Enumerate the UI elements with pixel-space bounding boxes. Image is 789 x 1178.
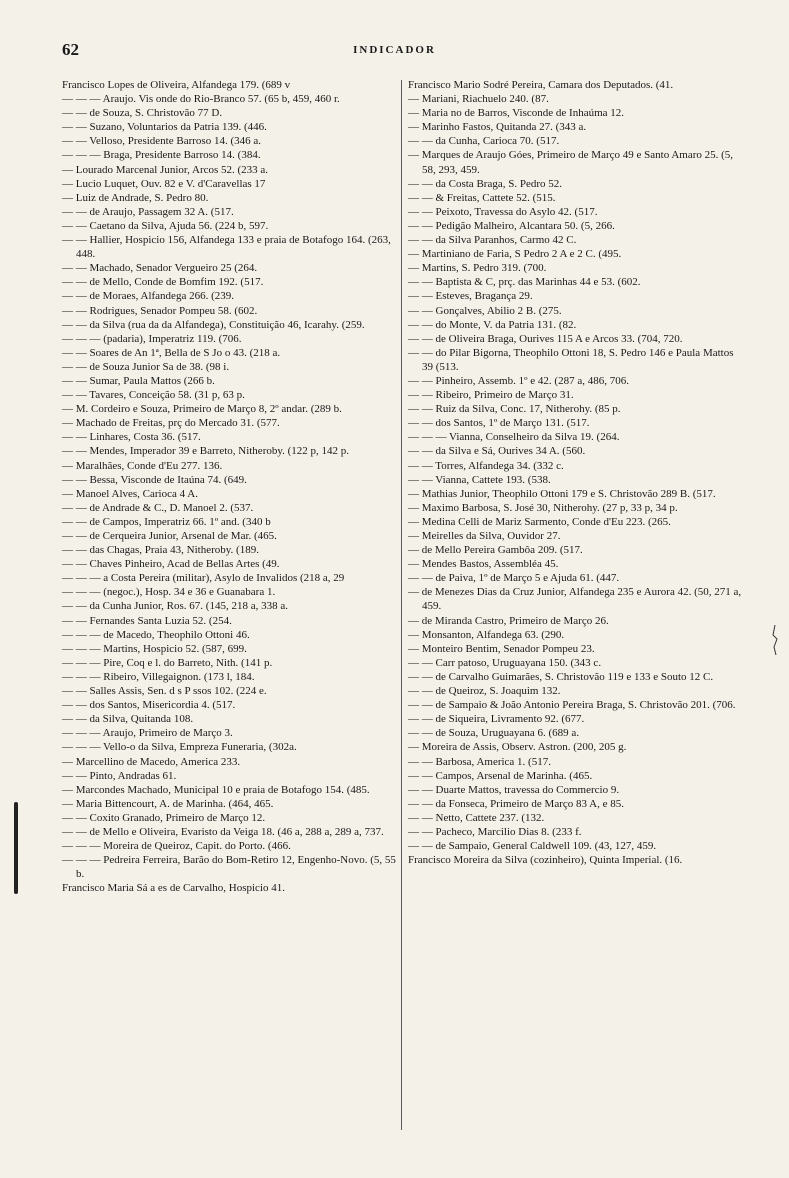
directory-entry: — — de Paiva, 1º de Março 5 e Ajuda 61. (447. bbox=[408, 572, 620, 585]
directory-entry: Francisco Moreira da Silva (cozinheiro), Quinta Imperial. (16. bbox=[408, 854, 683, 867]
directory-entry: — — — (negoc.), Hosp. 34 e 36 e Guanabara 1. bbox=[62, 586, 276, 599]
directory-entry: — Mariani, Riachuelo 240. (87. bbox=[408, 93, 549, 106]
margin-ink-mark bbox=[14, 802, 18, 894]
directory-entry: — Luiz de Andrade, S. Pedro 80. bbox=[62, 191, 209, 204]
directory-entry: — — de Souza Junior Sa de 38. (98 i. bbox=[62, 360, 230, 373]
directory-entry: — — de Souza, S. Christovão 77 D. bbox=[62, 107, 223, 120]
directory-entry: — — Torres, Alfandega 34. (332 c. bbox=[408, 459, 564, 472]
directory-entry: — — & Freitas, Cattete 52. (515. bbox=[408, 191, 556, 204]
directory-entry: — — Vianna, Cattete 193. (538. bbox=[408, 473, 551, 486]
directory-entry: Francisco Mario Sodré Pereira, Camara dos Deputados. (41. bbox=[408, 79, 674, 91]
directory-entry: — — Baptista & C, prç. das Marinhas 44 e 53. (602. bbox=[408, 276, 641, 289]
directory-entry: — Martiniano de Faria, S Pedro 2 A e 2 C. (495. bbox=[408, 248, 622, 261]
directory-entry: — — Suzano, Voluntarios da Patria 139. (446. bbox=[62, 121, 267, 134]
directory-entry: — Lourado Marcenal Junior, Arcos 52. (233 a. bbox=[62, 163, 269, 176]
directory-entry: — — da Fonseca, Primeiro de Março 83 A, e 85. bbox=[408, 797, 624, 810]
directory-entry: — — de Souza, Uruguayana 6. (689 a. bbox=[408, 727, 580, 740]
directory-entry: — Medina Celli de Mariz Sarmento, Conde d'Eu 223. (265. bbox=[408, 515, 671, 528]
directory-entry: — de Menezes Dias da Cruz Junior, Alfandega 235 e Aurora 42. (50, 271 a, 459. bbox=[408, 586, 742, 613]
left-column bbox=[62, 78, 398, 895]
directory-entry: — — de Siqueira, Livramento 92. (677. bbox=[408, 713, 585, 726]
directory-entry: — Marcondes Machado, Municipal 10 e praia de Botafogo 154. (485. bbox=[62, 783, 370, 796]
directory-entry: — — da Cunha, Carioca 70. (517. bbox=[408, 135, 560, 148]
directory-entry: — — — (padaria), Imperatriz 119. (706. bbox=[62, 332, 242, 345]
directory-entry: — — do Monte, V. da Patria 131. (82. bbox=[408, 318, 577, 331]
directory-entry: — Marinho Fastos, Quitanda 27. (343 a. bbox=[408, 121, 587, 134]
directory-entry: — Maximo Barbosa, S. José 30, Nitherohy. (27 p, 33 p, 34 p. bbox=[408, 501, 678, 514]
directory-entry: — — dos Santos, 1º de Março 131. (517. bbox=[408, 417, 590, 430]
directory-entry: — — Pacheco, Marcilio Dias 8. (233 f. bbox=[408, 825, 582, 838]
directory-entry: — — da Silva e Sá, Ourives 34 A. (560. bbox=[408, 445, 586, 458]
directory-entry: — — Peixoto, Travessa do Asylo 42. (517. bbox=[408, 205, 598, 218]
directory-entry: — — Caetano da Silva, Ajuda 56. (224 b, 597. bbox=[62, 219, 269, 232]
directory-entry: — — Machado, Senador Vergueiro 25 (264. bbox=[62, 262, 258, 275]
directory-entry: — — Pinheiro, Assemb. 1º e 42. (287 a, 486, 706. bbox=[408, 374, 629, 387]
directory-entry: — — Velloso, Presidente Barroso 14. (346 a. bbox=[62, 135, 261, 148]
directory-entry: — — — Moreira de Queiroz, Capit. do Porto. (466. bbox=[62, 840, 291, 853]
directory-entry: — — dos Santos, Misericordia 4. (517. bbox=[62, 699, 236, 712]
directory-entry: — — Tavares, Conceição 58. (31 p, 63 p. bbox=[62, 389, 245, 402]
directory-entry: — — — Ribeiro, Villegaignon. (173 l, 184. bbox=[62, 670, 255, 683]
directory-entry: — de Mello Pereira Gambôa 209. (517. bbox=[408, 544, 583, 557]
margin-scribble bbox=[771, 625, 779, 655]
directory-entry: — — Pinto, Andradas 61. bbox=[62, 769, 177, 782]
directory-entry: — Marcellino de Macedo, America 233. bbox=[62, 755, 241, 768]
directory-entry: — Lucio Luquet, Ouv. 82 e V. d'Caravellas 17 bbox=[62, 177, 266, 190]
directory-entry: — Monteiro Bentim, Senador Pompeu 23. bbox=[408, 642, 595, 655]
directory-entry: — Mathias Junior, Theophilo Ottoni 179 e S. Christovão 289 B. (517. bbox=[408, 487, 716, 500]
directory-entry: — — de Mello e Oliveira, Evaristo da Veiga 18. (46 a, 288 a, 289 a, 737. bbox=[62, 825, 384, 838]
directory-entry: — — Coxito Granado, Primeiro de Março 12. bbox=[62, 811, 266, 824]
directory-entry: — — da Cunha Junior, Ros. 67. (145, 218 a, 338 a. bbox=[62, 600, 288, 613]
directory-entry: — — de Carvalho Guimarães, S. Christovão 119 e 133 e Souto 12 C. bbox=[408, 670, 714, 683]
column-divider bbox=[401, 80, 402, 1130]
directory-entry: — — de Mello, Conde de Bomfim 192. (517. bbox=[62, 276, 264, 289]
directory-entry: — Mendes Bastos, Assembléa 45. bbox=[408, 558, 559, 571]
directory-entry: — — Netto, Cattete 237. (132. bbox=[408, 811, 545, 824]
directory-entry: — — — Braga, Presidente Barroso 14. (384. bbox=[62, 149, 261, 162]
directory-entry: — — Sumar, Paula Mattos (266 b. bbox=[62, 374, 215, 387]
running-title: INDICADOR bbox=[353, 44, 436, 56]
directory-entry: — — da Silva Paranhos, Carmo 42 C. bbox=[408, 234, 577, 247]
directory-entry: — — — Martins, Hospicio 52. (587, 699. bbox=[62, 642, 247, 655]
directory-entry: — — — a Costa Pereira (militar), Asylo de Invalidos (218 a, 29 bbox=[62, 572, 345, 585]
directory-entry: — — de Queiroz, S. Joaquim 132. bbox=[408, 685, 561, 698]
directory-entry: — — de Moraes, Alfandega 266. (239. bbox=[62, 290, 234, 303]
directory-entry: — — — Pire, Coq e l. do Barreto, Nith. (141 p. bbox=[62, 656, 273, 669]
directory-entry: — Monsanton, Alfandega 63. (290. bbox=[408, 628, 565, 641]
directory-entry: — Manoel Alves, Carioca 4 A. bbox=[62, 487, 198, 500]
directory-entry: — Maria Bittencourt, A. de Marinha. (464, 465. bbox=[62, 797, 274, 810]
directory-entry: — — de Andrade & C., D. Manoel 2. (537. bbox=[62, 501, 254, 514]
directory-entry: — — de Araujo, Passagem 32 A. (517. bbox=[62, 205, 234, 218]
directory-entry: — — Duarte Mattos, travessa do Commercio 9. bbox=[408, 783, 620, 796]
directory-entry: — — de Sampaio & João Antonio Pereira Braga, S. Christovão 201. (706. bbox=[408, 699, 736, 712]
directory-entry: — — de Cerqueira Junior, Arsenal de Mar. (465. bbox=[62, 530, 277, 542]
directory-entry: — — da Silva, Quitanda 108. bbox=[62, 713, 194, 726]
directory-entry: — — Salles Assis, Sen. d s P ssos 102. (224 e. bbox=[62, 685, 267, 698]
directory-entry: — — Linhares, Costa 36. (517. bbox=[62, 431, 201, 444]
directory-entry: — — Barbosa, America 1. (517. bbox=[408, 755, 551, 768]
directory-entry: — — — de Macedo, Theophilo Ottoni 46. bbox=[62, 628, 250, 641]
directory-entry: — — Gonçalves, Abilio 2 B. (275. bbox=[408, 304, 562, 317]
directory-entry: — — Mendes, Imperador 39 e Barreto, Nitheroby. (122 p, 142 p. bbox=[62, 445, 350, 458]
directory-entry: — — das Chagas, Praia 43, Nitheroby. (189. bbox=[62, 544, 259, 557]
directory-entry: — — da Costa Braga, S. Pedro 52. bbox=[408, 177, 562, 190]
directory-entry: — — Soares de An 1ª, Bella de S Jo o 43. (218 a. bbox=[62, 346, 281, 359]
directory-entry: — — da Silva (rua da da Alfandega), Constituição 46, Icarahy. (259. bbox=[62, 318, 365, 331]
directory-entry: — — Campos, Arsenal de Marinha. (465. bbox=[408, 769, 593, 782]
directory-entry: — — — Vianna, Conselheiro da Silva 19. (264. bbox=[408, 431, 620, 444]
directory-entry: — — de Oliveira Braga, Ourives 115 A e Arcos 33. (704, 720. bbox=[408, 332, 683, 345]
directory-entry: — — Chaves Pinheiro, Acad de Bellas Artes (49. bbox=[62, 558, 280, 571]
page-number: 62 bbox=[62, 40, 79, 59]
directory-entry: — M. Cordeiro e Souza, Primeiro de Março 8, 2º andar. (289 b. bbox=[62, 403, 342, 416]
directory-entry: — — de Campos, Imperatriz 66. 1º and. (340 b bbox=[62, 515, 271, 528]
directory-entry: — Maria no de Barros, Visconde de Inhaúma 12. bbox=[408, 107, 625, 120]
directory-entry: — — Ribeiro, Primeiro de Março 31. bbox=[408, 389, 574, 402]
directory-entry: — Martins, S. Pedro 319. (700. bbox=[408, 262, 547, 275]
directory-entry: — — — Vello-o da Silva, Empreza Funeraria, (302a. bbox=[62, 741, 297, 754]
directory-entry: — Moreira de Assis, Observ. Astron. (200, 205 g. bbox=[408, 741, 627, 754]
directory-entry: — — Fernandes Santa Luzia 52. (254. bbox=[62, 614, 232, 627]
directory-entry: — Maralhães, Conde d'Eu 277. 136. bbox=[62, 459, 223, 472]
directory-entry: — Meirelles da Silva, Ouvidor 27. bbox=[408, 530, 561, 542]
directory-entry: — — do Pilar Bigorna, Theophilo Ottoni 18, S. Pedro 146 e Paula Mattos 39 (513. bbox=[408, 346, 734, 373]
directory-entry: — — Pedigão Malheiro, Alcantara 50. (5, 266. bbox=[408, 219, 615, 232]
directory-entry: — — — Pedreira Ferreira, Barão do Bom-Retiro 12, Engenho-Novo. (5, 55 b. bbox=[62, 854, 396, 881]
directory-entry: — — de Sampaio, General Caldwell 109. (43, 127, 459. bbox=[408, 840, 657, 853]
directory-entry: Francisco Maria Sá a es de Carvalho, Hospicio 41. bbox=[62, 882, 285, 895]
directory-entry: — — Hallier, Hospicio 156, Alfandega 133 e praia de Botafogo 164. (263, 448. bbox=[62, 234, 391, 261]
directory-entry: Francisco Lopes de Oliveira, Alfandega 179. (689 v bbox=[62, 79, 291, 91]
directory-entry: — de Miranda Castro, Primeiro de Março 26. bbox=[408, 614, 609, 627]
directory-entry: — Marques de Araujo Góes, Primeiro de Março 49 e Santo Amaro 25. (5, 58, 293, 459. bbox=[408, 149, 734, 176]
directory-entry: — — Ruiz da Silva, Conc. 17, Nitherohy. (85 p. bbox=[408, 403, 621, 416]
directory-entry: — — Bessa, Visconde de Itaúna 74. (649. bbox=[62, 473, 247, 486]
directory-entry: — — — Araujo, Primeiro de Março 3. bbox=[62, 727, 233, 740]
directory-entry: — — Carr patoso, Uruguayana 150. (343 c. bbox=[408, 656, 602, 669]
directory-entry: — — Rodrigues, Senador Pompeu 58. (602. bbox=[62, 304, 258, 317]
directory-entry: — — Esteves, Bragança 29. bbox=[408, 290, 533, 303]
directory-entry: — — — Araujo. Vis onde do Rio-Branco 57. (65 b, 459, 460 r. bbox=[62, 93, 340, 106]
right-column bbox=[408, 78, 744, 867]
directory-entry: — Machado de Freitas, prç do Mercado 31. (577. bbox=[62, 417, 280, 430]
